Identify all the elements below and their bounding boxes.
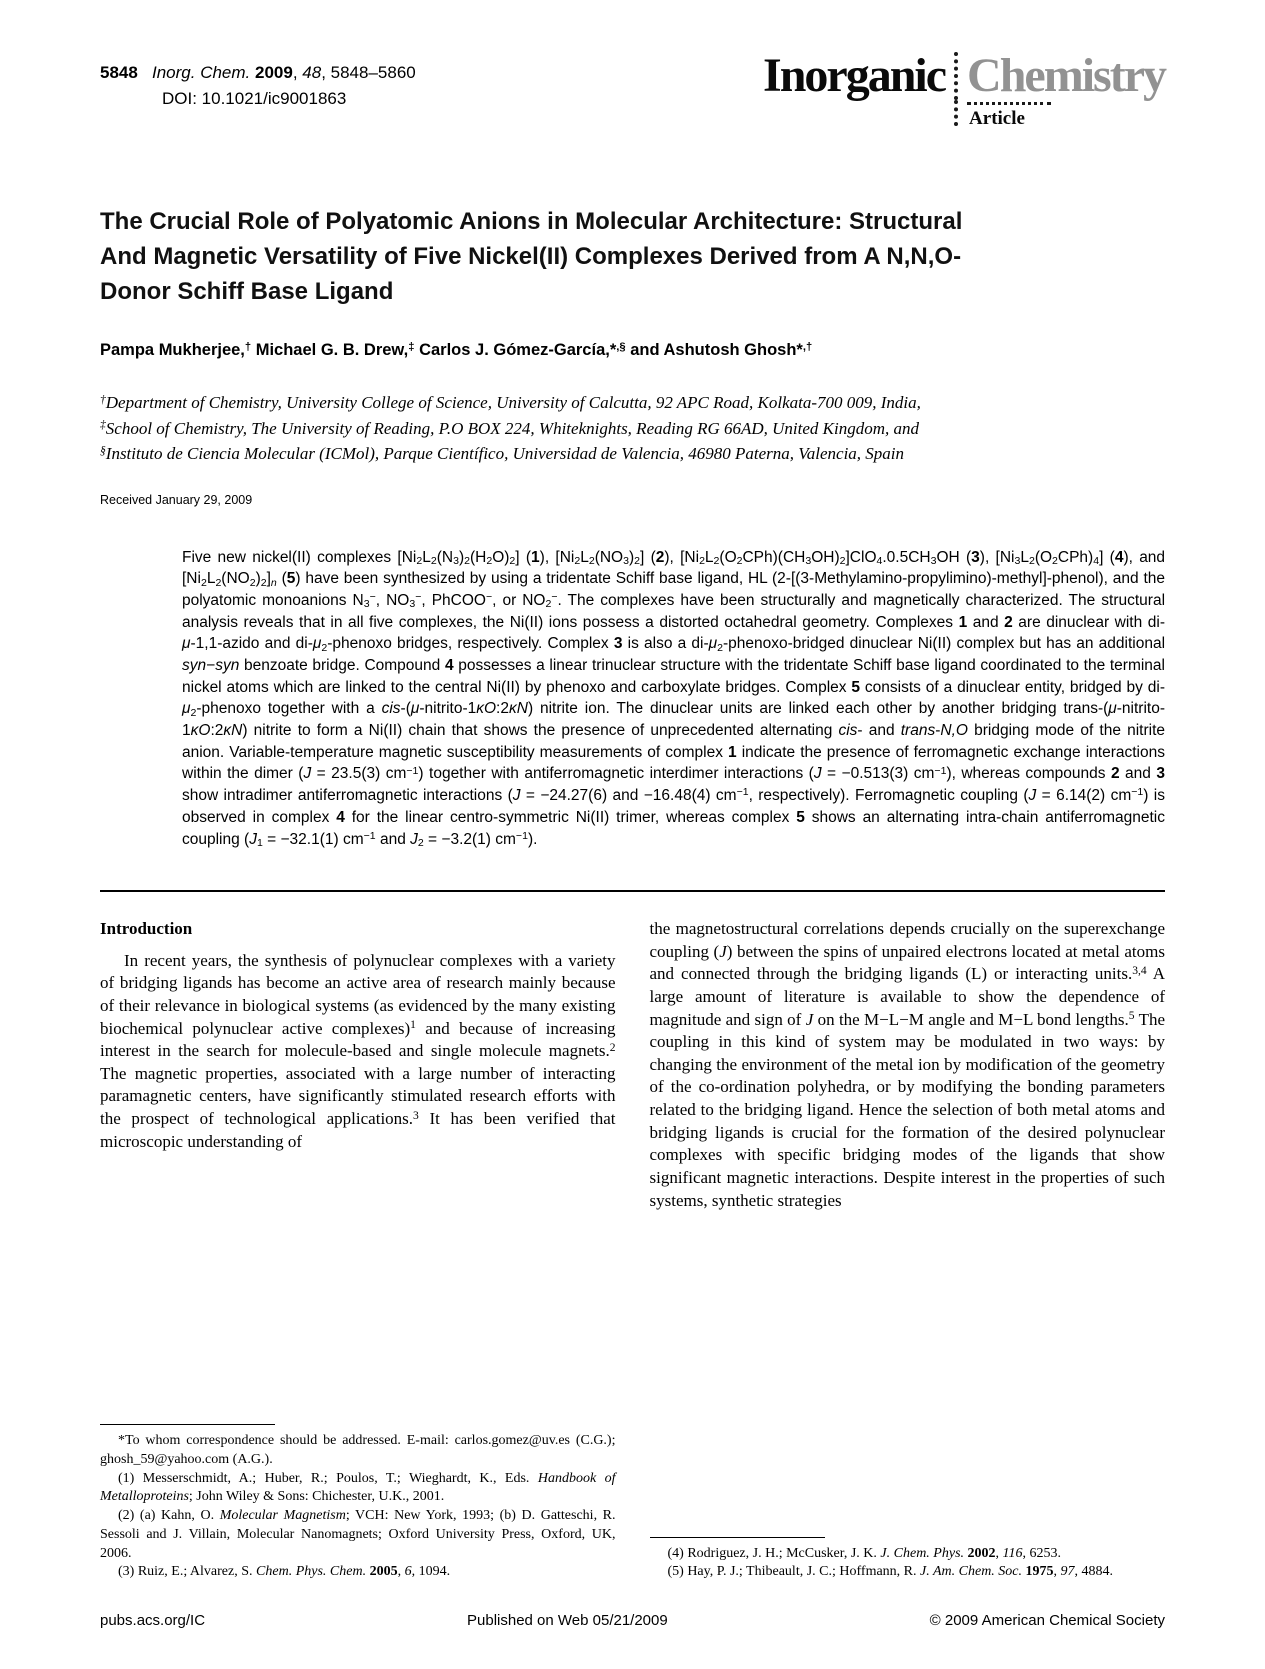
footnote-rule-right xyxy=(650,1537,825,1538)
section-divider xyxy=(100,890,1165,892)
footer-site-url: pubs.acs.org/IC xyxy=(100,1612,206,1629)
doi-line: DOI: 10.1021/ic9001863 xyxy=(162,89,347,109)
footnotes-right xyxy=(650,1537,1166,1583)
footer-published-date: Published on Web 05/21/2009 xyxy=(467,1612,668,1629)
abstract-paragraph: Five new nickel(II) complexes $[Ni_2L_2(N_3)_2(H_2O)_2]$ (1), $[Ni_2L_2(NO_3)_2]$ (2), $[Ni_2L_2(O_2CPh)(CH_3OH)_2]ClO_4.0.5CH_3OH$ (3), $[Ni_3L_2(O_2CPh)_4]$ (4), and $[Ni_2L_2(NO_2)_2]_n$ (5) have been synthesized by using a tridentate Schiff base ligand, HL (2-[(3-Methylamino-propylimino)-methyl]-phenol), and the polyatomic monoanions $N_3^-$, $NO_3^-$, PhCOO−, or $NO_2^-$. The complexes have been structurally and magnetically characterized. The structural analysis reveals that in all five complexes, the Ni(II) ions possess a distorted octahedral geometry. Complexes 1 and 2 are dinuclear with di-μ-1,1-azido and $di-\mu_2$-phenoxo bridges, respectively. Complex 3 is also a $di-\mu_2-phenoxo$-bridged dinuclear Ni(II) complex but has an additional syn−syn benzoate bridge. Compound 4 possesses a linear trinuclear structure with the tridentate Schiff base ligand coordinated to the terminal nickel atoms which are linked to the central Ni(II) by phenoxo and carboxylate bridges. Complex 5 consists of a dinuclear entity, bridged by $di-\mu_2$-phenoxo together with a cis-(μ-nitrito-1κO:2κN) nitrite ion. The dinuclear units are linked each other by another bridging trans-(μ-nitrito-1κO:2κN) nitrite to form a Ni(II) chain that shows the presence of unprecedented alternating cis- and trans-N,O bridging mode of the nitrite anion. Variable-temperature magnetic susceptibility measurements of complex 1 indicate the presence of ferromagnetic exchange interactions within the dimer (J = 23.5(3) $cm^{-1}$) together with antiferromagnetic interdimer interactions (J = −0.513(3) $cm^{-1}$), whereas compounds 2 and 3 show intradimer antiferromagnetic interactions (J = −24.27(6) and −16.48(4) $cm^{-1}$, respectively). Ferromagnetic coupling (J = 6.14(2) $cm^{-1}$) is observed in complex 4 for the linear centro-symmetric Ni(II) trimer, whereas complex 5 shows an alternating intra-chain antiferromagnetic coupling ($J_1 = -32.1(1)$ $cm^{-1}$ and $J_2 = -3.2(1)$ $cm^{-1}$). xyxy=(182,548,1166,849)
right-column-spacer xyxy=(650,1212,1166,1536)
journal-logo xyxy=(763,49,1165,130)
citation-block xyxy=(100,52,416,113)
authors-line: Pampa Mukherjee,† Michael G. B. Drew,‡ Carlos J. Gómez-García,*,§ and Ashutosh Ghosh*,† xyxy=(100,341,813,360)
article-type-label: Article xyxy=(967,102,1051,130)
footnote-ref-4: (4) Rodriguez, J. H.; McCusker, J. K. J. Chem. Phys. 2002, 116, 6253. xyxy=(667,1545,1061,1561)
page-footer xyxy=(100,1612,1165,1629)
body-columns xyxy=(100,918,1165,1582)
footnotes-left xyxy=(100,1424,616,1582)
page-header xyxy=(100,49,1165,130)
journal-citation: 5848 Inorg. Chem. 2009, 48, 5848–5860 xyxy=(100,63,416,82)
paper-title: The Crucial Role of Polyatomic Anions in Molecular Architecture: Structural And Magnetic Versatility of Five Nickel(II) Complexes Derived from A N,N,O-Donor Schiff Base Ligand xyxy=(100,208,963,306)
journal-logo-grid xyxy=(763,49,1165,130)
left-column xyxy=(100,918,616,1582)
footnote-ref-2: (2) (a) Kahn, O. Molecular Magnetism; VCH: New York, 1993; (b) D. Gatteschi, R. Sessoli and J. Villain, Molecular Nanomagnets; Oxford University Press, Oxford, UK, 2006. xyxy=(100,1508,616,1561)
right-column xyxy=(650,918,1166,1582)
received-date: Received January 29, 2009 xyxy=(100,492,253,507)
introduction-heading: Introduction xyxy=(100,919,193,939)
footnote-ref-1: (1) Messerschmidt, A.; Huber, R.; Poulos, T.; Wieghardt, K., Eds. Handbook of Metalloproteins; John Wiley & Sons: Chichester, U.K., 2001. xyxy=(100,1470,616,1505)
logo-chemistry-text: Chemistry xyxy=(967,49,1165,102)
left-column-spacer xyxy=(100,1153,616,1424)
footnote-ref-5: (5) Hay, P. J.; Thibeault, J. C.; Hoffmann, R. J. Am. Chem. Soc. 1975, 97, 4884. xyxy=(667,1564,1114,1580)
logo-inorganic-text: Inorganic xyxy=(763,52,958,100)
footer-copyright: © 2009 American Chemical Society xyxy=(929,1612,1165,1629)
footnote-correspondence: *To whom correspondence should be addressed. E-mail: carlos.gomez@uv.es (C.G.); ghosh_59@yahoo.com (A.G.). xyxy=(100,1433,616,1467)
affiliations: †Department of Chemistry, University College of Science, University of Calcutta, 92 APC Road, Kolkata-700 009, India, ‡School of Chemistry, The University of Reading, P.O BOX 224, Whiteknights, Reading RG 66AD, United Kingdom, and §Instituto de Ciencia Molecular (ICMol), Parque Científico, Universidad de Valencia, 46980 Paterna, Valencia, Spain xyxy=(100,392,921,464)
right-column-paragraph: the magnetostructural correlations depends crucially on the superexchange coupling (J) between the spins of unpaired electrons located at metal atoms and connected through the bridging ligands (L) or interacting units.$^{3,4}$ A large amount of literature is available to show the dependence of magnitude and sign of J on the M−L−M angle and M−L bond lengths.$^5$ The coupling in this kind of system may be modulated in two ways: by changing the environment of the metal ion by modification of the geometry of the co-ordination polyhedra, or by modifying the bonding parameters related to the bridging ligand. Hence the selection of both metal atoms and bridging ligands is crucial for the formation of the desired polynuclear complexes with specific bridging modes of the ligands that show significant magnetic interactions. Despite interest in the properties of such systems, synthetic strategies xyxy=(649,919,1166,1210)
footnote-ref-3: (3) Ruiz, E.; Alvarez, S. Chem. Phys. Chem. 2005, 6, 1094. xyxy=(118,1564,451,1580)
footnote-rule-left xyxy=(100,1424,275,1425)
introduction-paragraph: In recent years, the synthesis of polynuclear complexes with a variety of bridging ligands has become an active area of research mainly because of their relevance in biological systems (as evidenced by the many existing biochemical polynuclear active complexes)$^1$ and because of increasing interest in the search for molecule-based and single molecule magnets.$^2$ The magnetic properties, associated with a large number of interacting paramagnetic centers, have significantly stimulated research efforts with the prospect of technological applications.$^3$ It has been verified that microscopic understanding of xyxy=(100,950,616,1151)
logo-dotted-divider xyxy=(763,100,958,126)
